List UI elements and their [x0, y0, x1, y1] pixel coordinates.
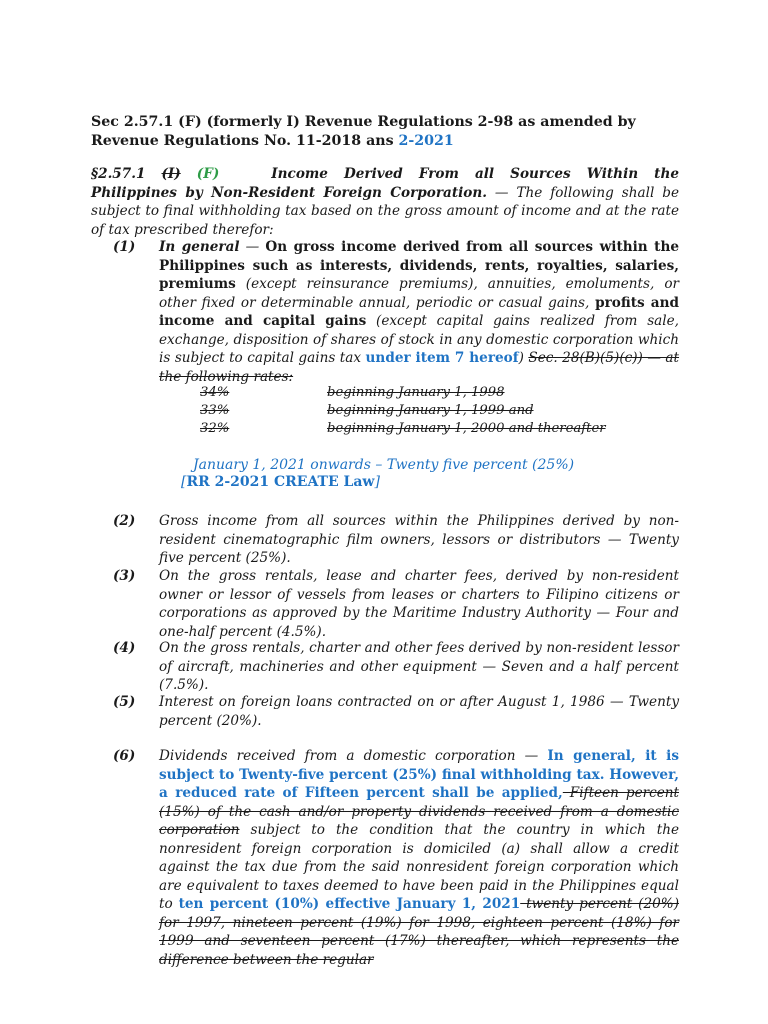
item-text-part: —	[239, 239, 266, 255]
item-bold-text: In general	[159, 239, 240, 255]
section-ref: §2.57.1	[91, 166, 162, 182]
rate-description: beginning January 1, 1998	[327, 385, 505, 400]
create-law-reference	[181, 474, 380, 490]
rate-row	[200, 420, 606, 438]
item-struck-text: Sec. 28(B)(5)(c)) — at the following rates:	[159, 350, 680, 385]
title-regulation-number: 2-2021	[398, 133, 454, 149]
item-text-part: (except reinsurance premiums), annuities, emoluments, or other fixed or determinable annual, periodic or casual gains,	[159, 276, 679, 311]
section-intro: — The following shall be subject to final withholding tax based on the gross amount of income and at the rate of tax prescribed therefor:	[91, 184, 679, 238]
law-name: RR 2-2021 CREATE Law	[186, 474, 375, 490]
item-text-part: subject to the condition that the country in which the nonresident foreign corporation is domiciled (a) shall allow a credit against the tax due from the said nonresident foreign corporation which are equivalent to taxes deemed to have been paid in the Philippines equal to	[159, 822, 679, 912]
rate-description: beginning January 1, 1999 and	[327, 403, 534, 418]
rate-description: beginning January 1, 2000 and thereafter	[327, 421, 606, 436]
item-number: (6)	[113, 748, 136, 764]
item-struck-text: Fifteen percent (15%) of the cash and/or property dividends received from a domestic corporation	[159, 785, 679, 838]
rate-percent: 33%	[200, 403, 230, 418]
rates-table	[200, 384, 606, 438]
item-text: Gross income from all sources within the Philippines derived by non-resident cinematographic film owners, lessors or distributors — Twenty five percent (25%).	[159, 513, 679, 566]
item-text: On the gross rentals, lease and charter fees, derived by non-resident owner or lessor of vessels from leases or charters to Filipino citizens or corporations as approved by the Maritime Industry Authority — Four and one-half percent (4.5%).	[159, 568, 679, 640]
item-amendment-text: ten percent (10%) effective January 1, 2021	[178, 896, 521, 912]
create-rate-line: January 1, 2021 onwards – Twenty five percent (25%)	[193, 457, 575, 473]
item-text: Interest on foreign loans contracted on or after August 1, 1986 — Twenty percent (20%).	[159, 694, 679, 729]
section-title: Income Derived From all Sources Within the Philippines by Non-Resident Foreign Corporation.	[91, 166, 679, 201]
section-heading	[91, 165, 679, 239]
item-amendment-text: In general, it is subject to Twenty-five percent (25%) final withholding tax. However, a reduced rate of Fifteen percent shall be applied,	[159, 748, 679, 801]
bracket-open: [	[181, 474, 187, 490]
item-text	[159, 238, 679, 386]
rate-percent: 34%	[200, 385, 230, 400]
document-title	[91, 113, 681, 151]
bracket-close: ]	[374, 474, 380, 490]
rate-row	[200, 384, 600, 402]
item-text: On the gross rentals, charter and other fees derived by non-resident lessor of aircraft, machineries and other equipment — Seven and a half percent (7.5%).	[159, 640, 679, 693]
item-number: (2)	[113, 513, 136, 529]
item-number: (3)	[113, 568, 136, 584]
item-text-part: )	[518, 350, 529, 366]
item-number: (5)	[113, 694, 136, 710]
item-text	[159, 747, 679, 969]
rate-percent: 32%	[200, 421, 230, 436]
item-bold-text: profits and income and capital gains	[159, 294, 680, 329]
item-number: (1)	[113, 239, 136, 255]
item-bold-text: On gross income derived from all sources within the Philippines such as interests, dividends, rents, royalties, salaries, premiums	[159, 239, 679, 292]
section-ref-struck: (I)	[161, 166, 181, 182]
section-ref-new: (F)	[180, 166, 220, 182]
title-main: Sec 2.57.1 (F) (formerly I) Revenue Regulations 2-98 as amended by Revenue Regulations No. 11-2018 ans	[91, 114, 636, 149]
item-amendment-text: under item 7 hereof	[365, 350, 519, 366]
item-text-part: (except capital gains realized from sale, exchange, disposition of shares of stock in any domestic corporation which is subject to capital gains tax	[159, 313, 679, 366]
rate-row	[200, 402, 600, 420]
item-text-part: Dividends received from a domestic corporation —	[159, 748, 548, 764]
item-number: (4)	[113, 640, 136, 656]
item-struck-text: twenty percent (20%) for 1997, nineteen percent (19%) for 1998, eighteen percent (18%) for 1999 and seventeen percent (17%) thereafter, which represents the difference between the regular	[159, 896, 680, 968]
